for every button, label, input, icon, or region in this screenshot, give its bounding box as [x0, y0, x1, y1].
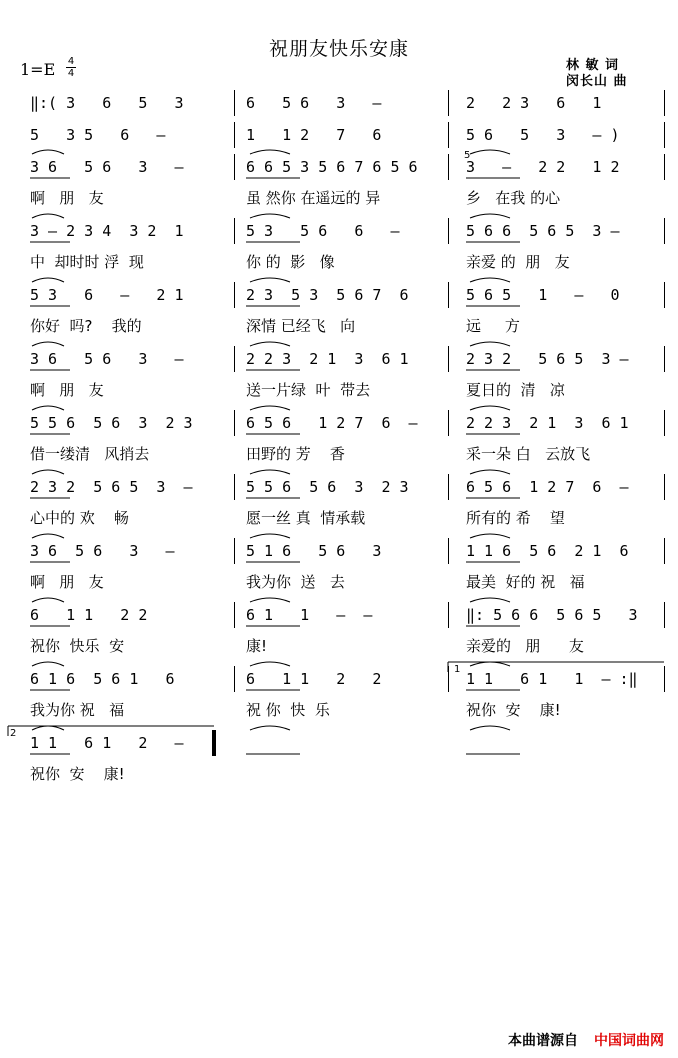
- notes-measure: 5 6 6 5 6 5 3 —: [466, 222, 620, 240]
- bar-line: [664, 410, 665, 436]
- bar-line: [448, 474, 449, 500]
- volta-2-label: 2: [10, 728, 17, 739]
- lyric-line: 采一朵 白 云放飞: [466, 445, 591, 463]
- notes-measure: ‖:( 3 6 5 3: [30, 94, 193, 112]
- slur-mark: [250, 214, 290, 218]
- meter-top: 4: [67, 56, 75, 67]
- notes-measure: 2 2 3 2 1 3 6 1: [466, 414, 629, 432]
- notes-measure: 6 5 6 3 —: [246, 94, 391, 112]
- bar-line: [448, 90, 449, 116]
- notes-measure: 1 1 2 7 6: [246, 126, 391, 144]
- lyric-line: 祝你 安 康!: [466, 701, 561, 719]
- footer: [508, 1030, 664, 1050]
- lyric-line: 田野的 芳 香: [246, 445, 345, 463]
- meter-bottom: 4: [67, 68, 75, 79]
- bar-line: [234, 346, 235, 372]
- slur-mark: [250, 470, 290, 474]
- notes-measure: 3 6 5 6 3 —: [30, 542, 175, 560]
- bar-line: [234, 90, 235, 116]
- slur-mark: [32, 534, 64, 538]
- bar-line: [448, 122, 449, 148]
- bar-line: [234, 218, 235, 244]
- notes-measure: 5 3 5 6 6 —: [246, 222, 400, 240]
- bar-line: [448, 218, 449, 244]
- slur-mark: [470, 726, 510, 730]
- slur-mark: [470, 470, 510, 474]
- lyric-line: 啊 朋 友: [30, 381, 104, 399]
- notes-measure: 5 3 5 6 —: [30, 126, 175, 144]
- bar-line: [234, 410, 235, 436]
- slur-mark: [250, 406, 290, 410]
- notes-measure: 6 1 1 2 2: [246, 670, 382, 688]
- slur-mark: [250, 598, 290, 602]
- notes-measure: 5 1 6 5 6 3: [246, 542, 382, 560]
- bar-line: [448, 602, 449, 628]
- slur-mark: [470, 406, 510, 410]
- lyric-line: 远 方: [466, 317, 520, 335]
- slur-mark: [32, 470, 64, 474]
- bar-line: [234, 122, 235, 148]
- bar-line: [664, 474, 665, 500]
- slur-mark: [32, 406, 64, 410]
- notes-measure: 6 1 6 5 6 1 6: [30, 670, 175, 688]
- bar-line: [234, 666, 235, 692]
- slur-mark: [32, 598, 64, 602]
- slur-mark: [470, 342, 510, 346]
- lyric-line: 心中的 欢 畅: [30, 509, 129, 527]
- lyric-line: 祝 你 快 乐: [246, 701, 330, 719]
- lyric-line: 中 却时时 浮 现: [30, 253, 144, 271]
- lyric-line: 虽 然你 在遥远的 异: [246, 189, 381, 207]
- lyric-line: 康!: [246, 637, 268, 655]
- lyric-line: 我为你 祝 福: [30, 701, 125, 719]
- notes-measure: 1 1 6 1 1 — :‖: [466, 670, 638, 688]
- slur-mark: [250, 150, 290, 154]
- notes-measure: 6 5 6 1 2 7 6 —: [466, 478, 629, 496]
- bar-line: [664, 218, 665, 244]
- bar-line: [664, 154, 665, 180]
- slur-mark: [250, 534, 290, 538]
- bar-line: [234, 602, 235, 628]
- notes-measure: 2 3 5 3 5 6 7 6: [246, 286, 409, 304]
- bar-line: [664, 346, 665, 372]
- slur-mark: [32, 150, 64, 154]
- slur-mark: [470, 598, 510, 602]
- notes-measure: 3 6 5 6 3 —: [30, 350, 184, 368]
- notes-measure: 1 1 6 5 6 2 1 6: [466, 542, 629, 560]
- footer-brand[interactable]: 中国词曲网: [594, 1033, 664, 1049]
- lyricist-credit: 林 敏 词: [566, 58, 620, 73]
- lyric-line: 深情 已经飞 向: [246, 317, 356, 335]
- bar-line: [448, 666, 449, 692]
- notes-measure: 5 3 6 — 2 1: [30, 286, 184, 304]
- lyric-line: 亲爱的 朋 友: [466, 637, 584, 655]
- lyric-line: 送一片绿 叶 带去: [246, 381, 371, 399]
- notes-measure: ‖: 5 6 6 5 6 5 3: [466, 606, 638, 624]
- grace-note: 5: [464, 150, 471, 161]
- lyric-line: 祝你 安 康!: [30, 765, 125, 783]
- notes-measure: 6 1 1 — —: [246, 606, 373, 624]
- slur-mark: [250, 342, 290, 346]
- bar-line: [234, 154, 235, 180]
- slur-mark: [32, 214, 64, 218]
- bar-line: [234, 538, 235, 564]
- bar-line: [448, 538, 449, 564]
- notes-measure: 5 5 6 5 6 3 2 3: [246, 478, 409, 496]
- slur-mark: [32, 278, 64, 282]
- notes-measure: 2 2 3 2 1 3 6 1: [246, 350, 409, 368]
- notes-measure: 2 3 2 5 6 5 3 —: [466, 350, 629, 368]
- volta-1-label: 1: [454, 664, 461, 675]
- bar-line: [448, 154, 449, 180]
- slur-mark: [32, 726, 64, 730]
- bar-line: [234, 282, 235, 308]
- notes-measure: 6 5 6 1 2 7 6 —: [246, 414, 418, 432]
- composer-credit: 闵长山 曲: [566, 74, 628, 89]
- bar-line: [234, 474, 235, 500]
- slur-mark: [32, 342, 64, 346]
- notes-measure: 2 3 2 5 6 5 3 —: [30, 478, 193, 496]
- notes-measure: 5 6 5 1 — 0: [466, 286, 620, 304]
- notes-measure: 1 1 6 1 2 —: [30, 734, 184, 752]
- notes-measure: 6 6 5 3 5 6 7 6 5 6: [246, 158, 418, 176]
- lyric-line: 最美 好的 祝 福: [466, 573, 585, 591]
- slur-mark: [470, 534, 510, 538]
- lyric-line: 啊 朋 友: [30, 189, 104, 207]
- bar-line: [448, 410, 449, 436]
- song-title: 祝朋友快乐安康: [268, 38, 409, 60]
- lyric-line: 夏日的 清 凉: [466, 381, 565, 399]
- lyric-line: 我为你 送 去: [246, 573, 345, 591]
- slur-mark: [470, 662, 510, 666]
- notes-measure: 3 — 2 2 1 2: [466, 158, 620, 176]
- slur-mark: [470, 150, 510, 154]
- notes-measure: 2 2 3 6 1: [466, 94, 611, 112]
- bar-line: [448, 282, 449, 308]
- bar-line: [664, 538, 665, 564]
- slur-mark: [250, 726, 290, 730]
- notes-measure: 3 — 2 3 4 3 2 1: [30, 222, 184, 240]
- lyric-line: 啊 朋 友: [30, 573, 104, 591]
- lyric-line: 乡 在我 的心: [466, 189, 561, 207]
- notes-measure: 5 5 6 5 6 3 2 3: [30, 414, 193, 432]
- lyric-line: 你 的 影 像: [246, 253, 335, 271]
- slur-mark: [250, 662, 290, 666]
- key-signature: 1=E: [20, 60, 56, 79]
- bar-line: [664, 90, 665, 116]
- bar-line: [664, 122, 665, 148]
- slur-mark: [470, 214, 510, 218]
- slur-mark: [470, 278, 510, 282]
- bar-line: [664, 602, 665, 628]
- lyric-line: 亲爱 的 朋 友: [466, 253, 570, 271]
- bar-line: [448, 346, 449, 372]
- notes-measure: 5 6 5 3 — ): [466, 126, 620, 144]
- footer-source: 本曲谱源自: [508, 1033, 578, 1049]
- bar-line: [664, 282, 665, 308]
- lyric-line: 祝你 快乐 安: [30, 637, 125, 655]
- lyric-line: 所有的 希 望: [466, 509, 565, 527]
- notes-measure: 6 1 1 2 2: [30, 606, 148, 624]
- final-bar-line: [212, 730, 215, 756]
- bar-line: [664, 666, 665, 692]
- slur-mark: [250, 278, 290, 282]
- time-signature: [66, 56, 76, 79]
- notes-measure: 3 6 5 6 3 —: [30, 158, 193, 176]
- slur-mark: [32, 662, 64, 666]
- lyric-line: 愿一丝 真 情承载: [246, 509, 366, 527]
- lyric-line: 你好 吗? 我的: [30, 317, 142, 335]
- lyric-line: 借一缕清 风捎去: [30, 445, 150, 463]
- bar-line: [215, 730, 216, 756]
